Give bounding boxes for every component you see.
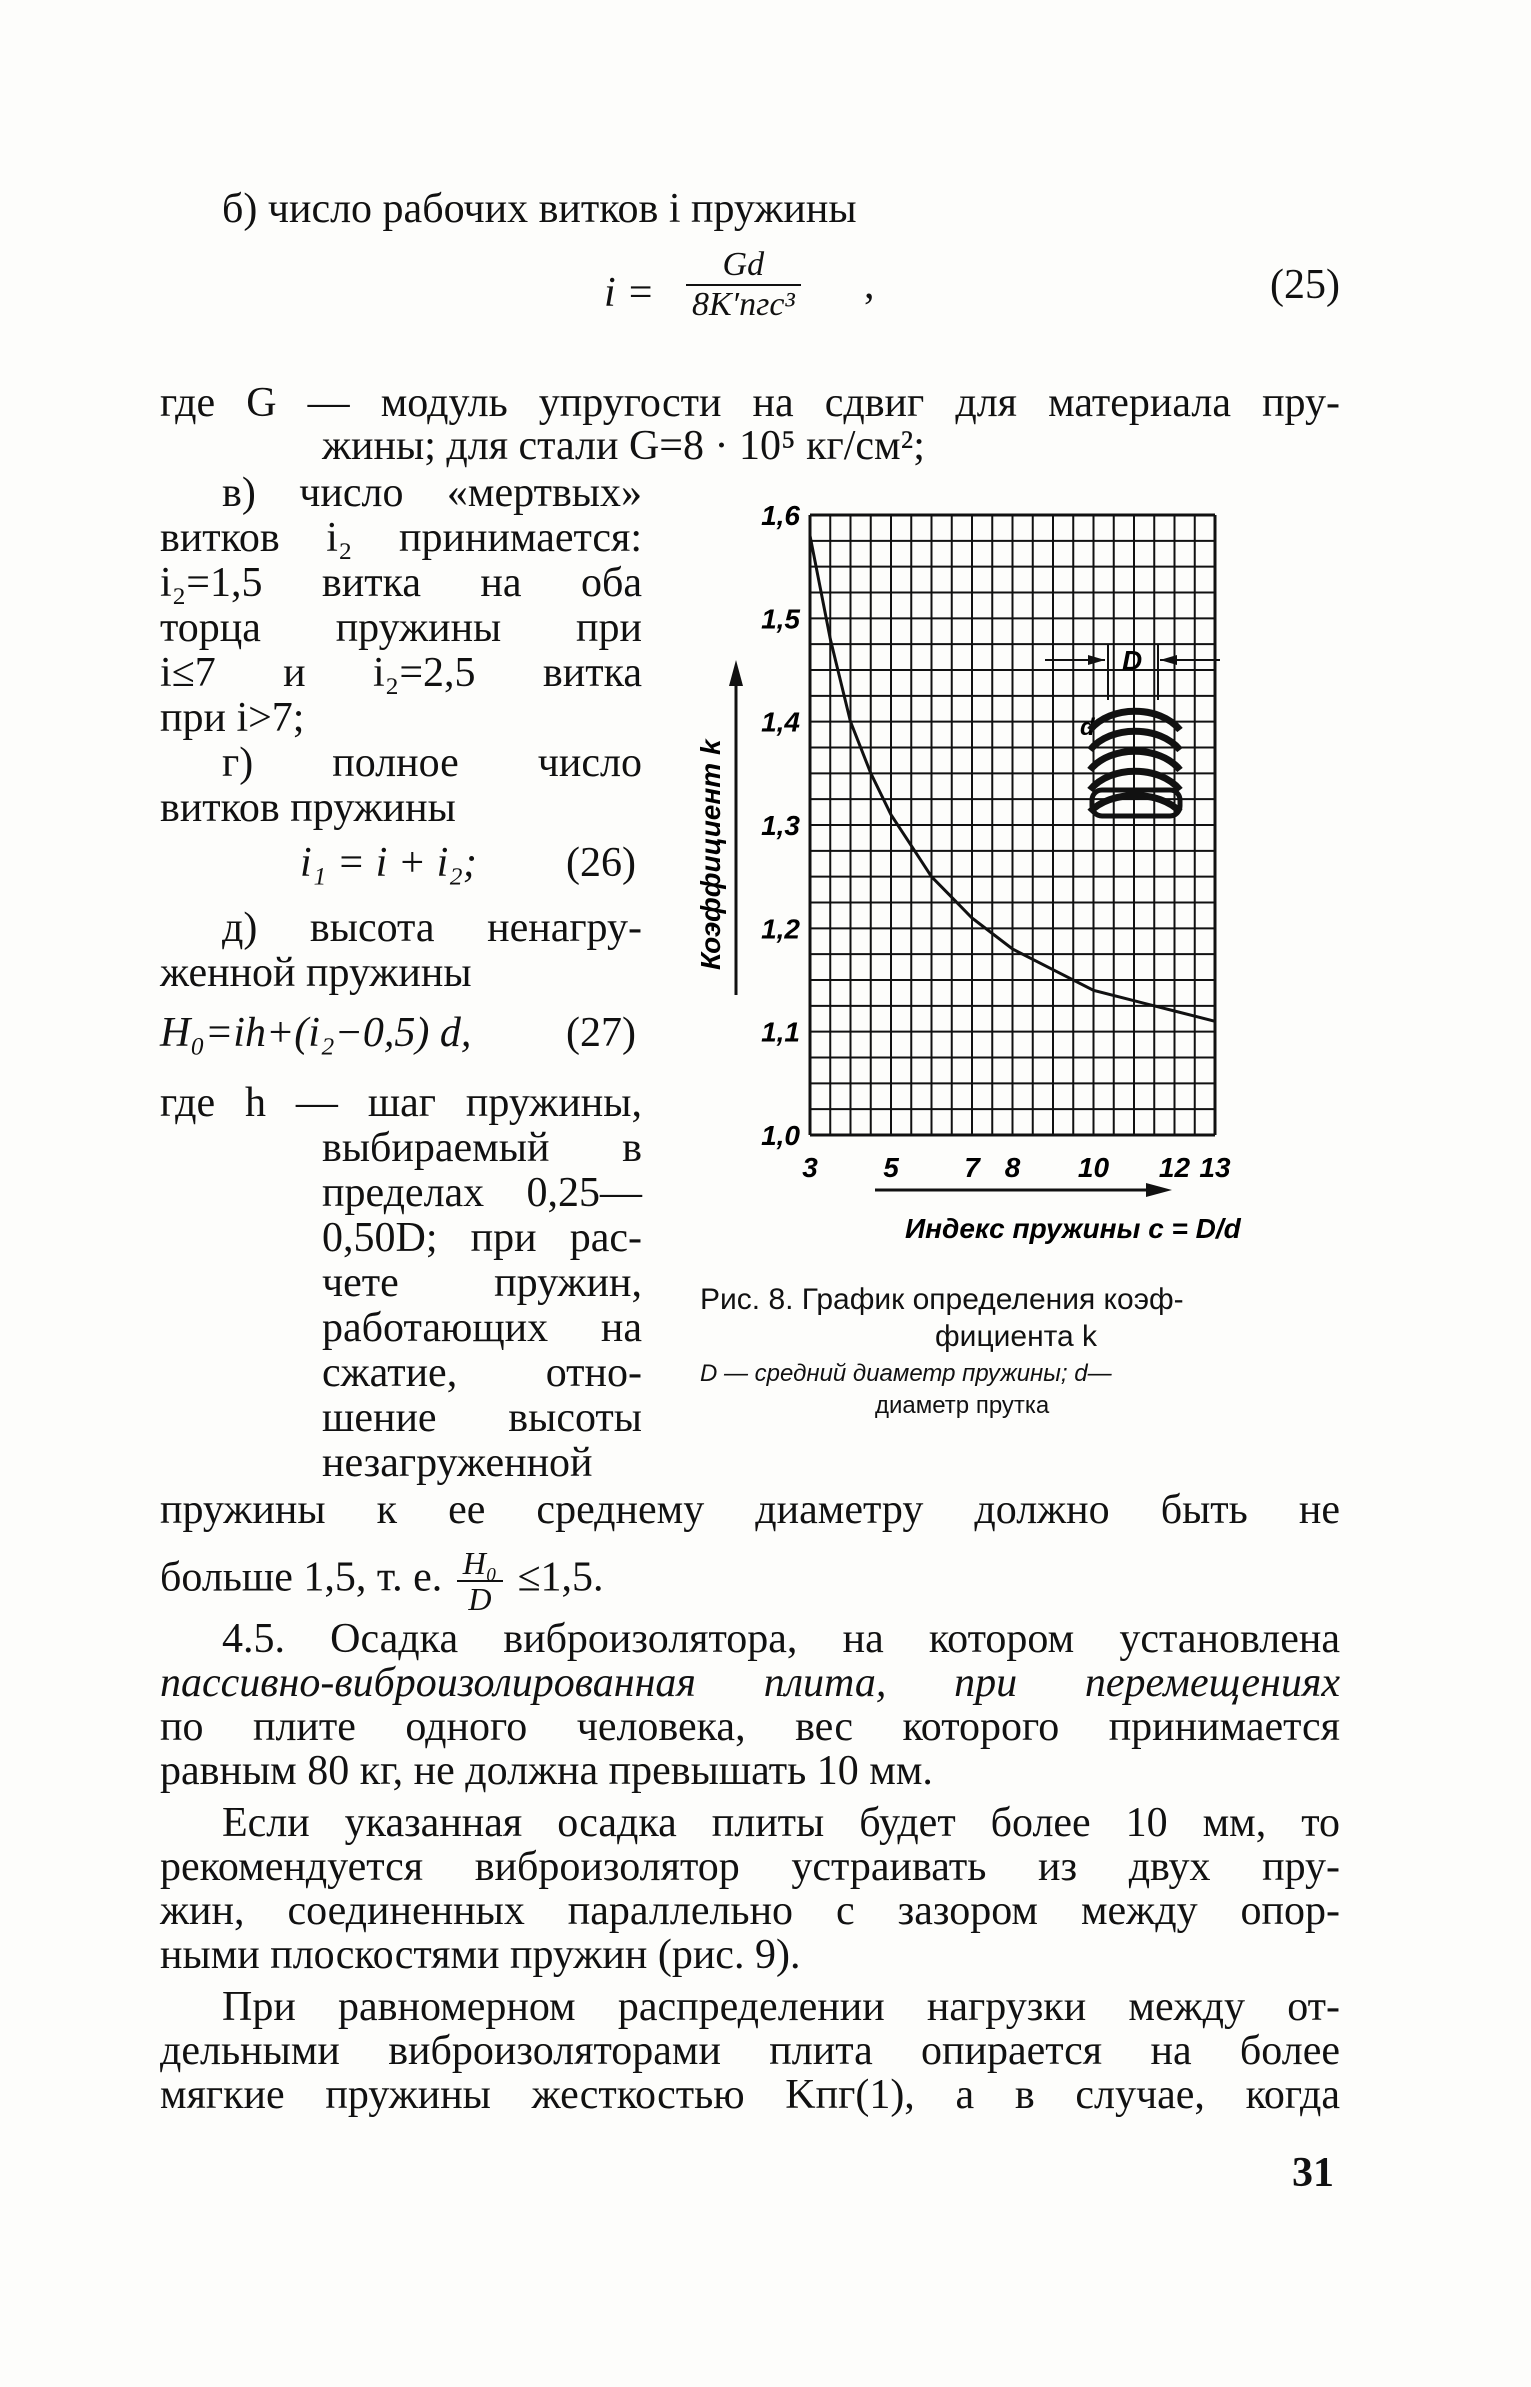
continuation-line-2 <box>160 1546 604 1616</box>
x-tick-label: 10 <box>1077 1152 1110 1183</box>
where-h-line-8: шение высоты <box>322 1395 642 1441</box>
item-v-line-4: торца пружины при <box>160 605 642 651</box>
formula-25-comma: , <box>864 262 875 308</box>
item-v-line-3: i₂=1,5 витка на оба <box>160 560 642 606</box>
formula-25-lhs: i = <box>604 270 655 316</box>
section-4-5-line-1: 4.5. Осадка виброизолятора, на котором установлена <box>222 1616 1340 1662</box>
y-tick-label: 1,1 <box>761 1016 800 1048</box>
x-tick-label: 5 <box>883 1152 899 1183</box>
where-h-line-9: незагруженной <box>322 1440 593 1486</box>
continuation-text: больше 1,5, т. е. <box>160 1554 443 1601</box>
y-tick-label: 1,6 <box>761 500 800 531</box>
paragraph-3-line-2: дельными виброизоляторами плита опирается на более <box>160 2028 1340 2074</box>
figure-legend-line-1: D — средний диаметр пружины; d— <box>700 1360 1112 1387</box>
where-h-line-7: сжатие, отно- <box>322 1350 642 1396</box>
where-h-line-3: пределах 0,25— <box>322 1170 642 1216</box>
y-axis-label: Коэффициент k <box>695 739 726 970</box>
x-axis-arrowhead <box>1146 1183 1172 1197</box>
formula-26-number: (26) <box>566 840 636 886</box>
y-tick-labels <box>761 500 800 1151</box>
ratio-denominator: D <box>468 1581 492 1617</box>
x-tick-label: 8 <box>1004 1152 1021 1183</box>
dimension-arrow-left <box>1088 655 1105 665</box>
chart-grid <box>810 515 1215 1135</box>
formula-25-fraction <box>686 246 801 324</box>
item-v-line-1: в) число «мертвых» <box>222 470 642 516</box>
y-tick-label: 1,3 <box>761 810 800 841</box>
y-tick-label: 1,0 <box>761 1120 800 1151</box>
paragraph-2-line-1: Если указанная осадка плиты будет более 10 мм, то <box>222 1800 1340 1846</box>
item-d-line-2: женной пружины <box>160 950 472 996</box>
coefficient-k-chart <box>680 500 1340 1270</box>
paragraph-2-line-4: ными плоскостями пружин (рис. 9). <box>160 1932 801 1978</box>
x-axis-label: Индекс пружины c = D/d <box>905 1213 1241 1244</box>
item-v-line-6: при i>7; <box>160 695 305 741</box>
dimension-arrow-right <box>1160 655 1177 665</box>
item-v-line-2: витков i₂ принимается: <box>160 515 642 561</box>
where-h-line-2: выбираемый в <box>322 1125 642 1171</box>
section-4-5-line-2: пассивно-виброизолированная плита, при перемещениях <box>160 1660 1340 1706</box>
item-v-line-5: i≤7 и i₂=2,5 витка <box>160 650 642 696</box>
where-h-line-4: 0,50D; при рас- <box>322 1215 642 1261</box>
ratio-limit: ≤1,5. <box>517 1554 604 1601</box>
x-tick-label: 13 <box>1199 1152 1231 1183</box>
continuation-line-1: пружины к ее среднему диаметру должно быть не <box>160 1487 1340 1533</box>
formula-26: i₁ = i + i₂; <box>300 840 477 886</box>
y-tick-label: 1,5 <box>761 603 800 635</box>
ratio-numerator: H₀ <box>457 1546 503 1582</box>
x-tick-label: 12 <box>1158 1152 1191 1183</box>
paragraph-2-line-2: рекомендуется виброизолятор устраивать из двух пру- <box>160 1844 1340 1890</box>
paragraph-3-line-1: При равномерном распределении нагрузки между от- <box>222 1984 1340 2030</box>
inset-dimension-d: d <box>1080 714 1095 741</box>
formula-25-numerator: Gd <box>686 246 801 286</box>
figure-caption-line-2: фициента k <box>935 1320 1098 1353</box>
x-tick-label: 3 <box>802 1152 818 1183</box>
page-number: 31 <box>1292 2150 1334 2196</box>
where-h-line-1: где h — шаг пружины, <box>160 1080 642 1126</box>
formula-25-denominator: 8K′пгc³ <box>692 286 795 323</box>
item-d-line-1: д) высота ненагру- <box>222 905 642 951</box>
formula-27: H₀=ih+(i₂−0,5) d, <box>160 1010 472 1056</box>
x-tick-label: 7 <box>964 1152 980 1183</box>
formula-25-number: (25) <box>1270 262 1340 308</box>
where-h-line-5: чете пружин, <box>322 1260 642 1306</box>
figure-caption-line-1: Рис. 8. График определения коэф- <box>700 1283 1184 1316</box>
formula-27-number: (27) <box>566 1010 636 1056</box>
x-tick-labels <box>802 1152 1231 1183</box>
item-g-line-2: витков пружины <box>160 785 456 831</box>
where-g-line-2: жины; для стали G=8 · 10⁵ кг/см²; <box>322 423 925 469</box>
y-tick-label: 1,2 <box>761 913 800 945</box>
y-axis-arrowhead <box>729 660 743 686</box>
where-h-line-6: работающих на <box>322 1305 642 1351</box>
where-g-line-1: где G — модуль упругости на сдвиг для материала пру- <box>160 380 1340 426</box>
paragraph-3-line-3: мягкие пружины жесткостью Kпг(1), а в случае, когда <box>160 2072 1340 2118</box>
y-tick-label: 1,4 <box>761 706 800 738</box>
section-4-5-line-3: по плите одного человека, вес которого принимается <box>160 1704 1340 1750</box>
section-4-5-line-4: равным 80 кг, не должна превышать 10 мм. <box>160 1748 933 1794</box>
paragraph-2-line-3: жин, соединенных параллельно с зазором между опор- <box>160 1888 1340 1934</box>
item-g-line-1: г) полное число <box>222 740 642 786</box>
figure-legend-line-2: диаметр прутка <box>875 1392 1050 1419</box>
inset-dimension-D: D <box>1122 645 1143 676</box>
item-b-line: б) число рабочих витков i пружины <box>222 186 857 232</box>
